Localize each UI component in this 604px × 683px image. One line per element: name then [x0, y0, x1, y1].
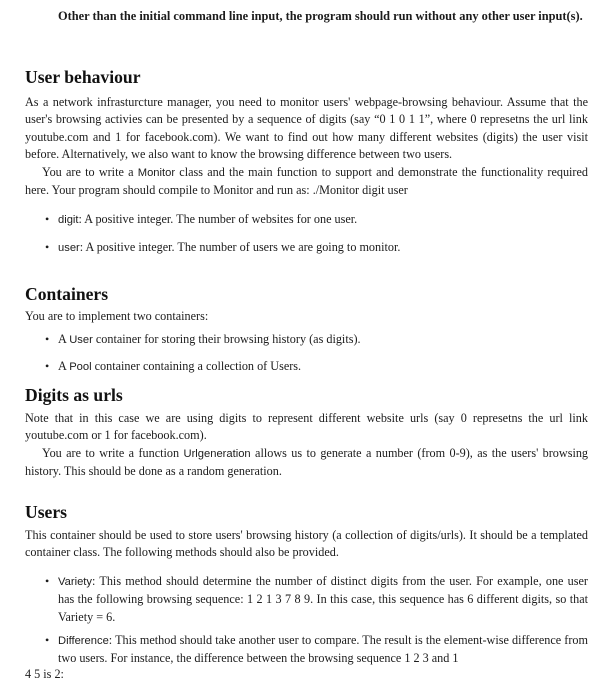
digits-p2-lead: You are to write a function	[42, 445, 180, 460]
bullet-term: Pool	[69, 361, 92, 373]
bullet-text: : This method should take another user to compare. The result is the element-wise difference from two users. For instance, the difference between the browsing sequence 1 2 3 and 1	[58, 633, 588, 666]
bullet-icon: •	[45, 359, 50, 373]
heading-digits-as-urls: Digits as urls	[25, 385, 123, 405]
bullet-term: Difference	[58, 635, 109, 647]
user-behaviour-p2	[25, 164, 588, 200]
intro-paragraph	[58, 8, 588, 25]
user-behaviour-body	[25, 94, 588, 199]
bullet-icon: •	[45, 240, 50, 254]
list-item	[45, 331, 588, 349]
bullet-pre: A	[58, 332, 67, 346]
digits-p2	[25, 445, 588, 481]
users-tail-text: 4 5 is 2:	[25, 667, 64, 681]
containers-p1: You are to implement two containers:	[25, 309, 209, 323]
digits-body	[25, 410, 588, 481]
bullet-text: : A positive integer. The number of users we are going to monitor.	[79, 240, 401, 254]
users-body	[25, 527, 588, 562]
p2-lead: You are to write a	[42, 164, 134, 179]
list-item	[45, 211, 588, 229]
bullet-icon: •	[45, 212, 50, 226]
urlgeneration-term: Urlgeneration	[183, 447, 251, 460]
bullet-term: digit	[58, 214, 79, 226]
bullet-term: user	[58, 242, 80, 254]
bullet-text: : This method should determine the number of distinct digits from the user. For example, one user has the following browsing sequence: 1 2 1 3 7 8 9. In this case, this sequence has 6 different digits, so that Variety = 6.	[58, 574, 588, 624]
monitor-term: Monitor	[137, 166, 176, 179]
p2-rest: class and the main function to support and demonstrate the functionality required here. Your program should compile to Monitor and run as: ./Monitor digit user	[25, 164, 588, 198]
bullet-icon: •	[45, 332, 50, 346]
bullet-pre: A	[58, 359, 67, 373]
bullet-text: container for storing their browsing history (as digits).	[95, 332, 361, 346]
digits-p2-rest: allows us to generate a number (from 0-9), as the users' browsing history. This should be done as a random generation.	[25, 445, 589, 479]
users-p1: This container should be used to store users' browsing history (a collection of digits/urls). It should be a templated container class. The following methods should also be provided.	[25, 528, 588, 560]
heading-user-behaviour: User behaviour	[25, 67, 141, 87]
heading-containers: Containers	[25, 284, 109, 304]
bullet-text: container containing a collection of Users.	[94, 359, 302, 373]
bullet-text: : A positive integer. The number of websites for one user.	[78, 212, 358, 226]
list-item	[45, 358, 588, 376]
users-tail	[25, 666, 588, 683]
list-item	[45, 239, 588, 257]
user-behaviour-p1: As a network infrasturcture manager, you need to monitor users' webpage-browsing behaviour. Assume that the user's browsing activies can be presented by a sequence of digits (say “0 1 0 1 1”, where 0 represetns the url link youtube.com and 1 for facebook.com). We want to find out how many different websites (digits) the user visit before. Alternatively, we also want to know the browsing difference between two users.	[25, 95, 588, 162]
intro-text: Other than the initial command line input, the program should run without any other user input(s).	[58, 9, 583, 23]
list-item	[45, 632, 588, 668]
digits-p1: Note that in this case we are using digits to represent different website urls (say 0 represetns the url link youtube.com or 1 for facebook.com).	[25, 411, 588, 443]
bullet-icon: •	[45, 633, 50, 647]
containers-body	[25, 308, 588, 325]
bullet-term: User	[69, 334, 93, 346]
bullet-icon: •	[45, 574, 50, 588]
heading-users: Users	[25, 502, 68, 522]
bullet-term: Variety	[58, 576, 92, 588]
list-item	[45, 573, 588, 626]
